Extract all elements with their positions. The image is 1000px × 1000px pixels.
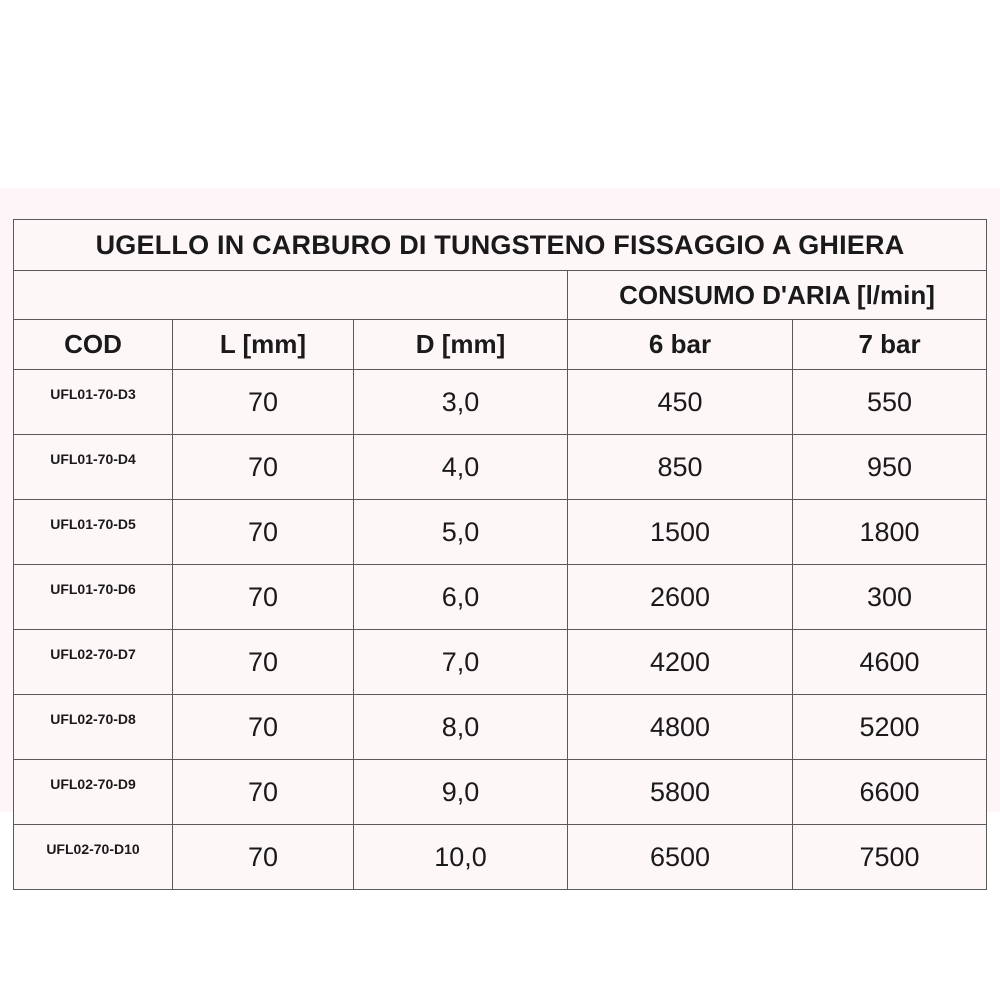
consumption-6bar-cell: 4800 (568, 695, 793, 760)
table-row (14, 630, 987, 695)
cod-cell: UFL01-70-D6 (14, 565, 173, 630)
consumption-6bar-cell: 4200 (568, 630, 793, 695)
consumption-6bar-cell: 5800 (568, 760, 793, 825)
table-row (14, 695, 987, 760)
group-header-row (14, 271, 987, 320)
consumption-7bar-cell: 5200 (793, 695, 987, 760)
blank-header-cell (14, 271, 568, 320)
diameter-cell: 5,0 (354, 500, 568, 565)
spec-table (13, 219, 987, 890)
diameter-cell: 10,0 (354, 825, 568, 890)
consumption-7bar-cell: 6600 (793, 760, 987, 825)
diameter-cell: 9,0 (354, 760, 568, 825)
column-header-6bar: 6 bar (568, 320, 793, 370)
consumption-7bar-cell: 4600 (793, 630, 987, 695)
length-cell: 70 (173, 825, 354, 890)
column-header-diameter: D [mm] (354, 320, 568, 370)
diameter-cell: 4,0 (354, 435, 568, 500)
cod-cell: UFL02-70-D7 (14, 630, 173, 695)
cod-cell: UFL01-70-D4 (14, 435, 173, 500)
consumption-7bar-cell: 300 (793, 565, 987, 630)
table-row (14, 565, 987, 630)
diameter-cell: 6,0 (354, 565, 568, 630)
table-row (14, 370, 987, 435)
table-row (14, 760, 987, 825)
diameter-cell: 7,0 (354, 630, 568, 695)
column-header-cod: COD (14, 320, 173, 370)
air-consumption-header: CONSUMO D'ARIA [l/min] (568, 271, 987, 320)
cod-cell: UFL02-70-D8 (14, 695, 173, 760)
cod-cell: UFL01-70-D5 (14, 500, 173, 565)
consumption-6bar-cell: 2600 (568, 565, 793, 630)
length-cell: 70 (173, 760, 354, 825)
length-cell: 70 (173, 435, 354, 500)
length-cell: 70 (173, 370, 354, 435)
length-cell: 70 (173, 630, 354, 695)
diameter-cell: 8,0 (354, 695, 568, 760)
table-row (14, 435, 987, 500)
consumption-6bar-cell: 1500 (568, 500, 793, 565)
consumption-6bar-cell: 850 (568, 435, 793, 500)
table-title-row (14, 220, 987, 271)
cod-cell: UFL02-70-D10 (14, 825, 173, 890)
column-header-row (14, 320, 987, 370)
table-row (14, 825, 987, 890)
consumption-6bar-cell: 6500 (568, 825, 793, 890)
consumption-7bar-cell: 950 (793, 435, 987, 500)
table-row (14, 500, 987, 565)
table-title: UGELLO IN CARBURO DI TUNGSTENO FISSAGGIO A GHIERA (14, 220, 987, 271)
consumption-7bar-cell: 1800 (793, 500, 987, 565)
diameter-cell: 3,0 (354, 370, 568, 435)
length-cell: 70 (173, 565, 354, 630)
cod-cell: UFL01-70-D3 (14, 370, 173, 435)
consumption-6bar-cell: 450 (568, 370, 793, 435)
length-cell: 70 (173, 695, 354, 760)
consumption-7bar-cell: 550 (793, 370, 987, 435)
cod-cell: UFL02-70-D9 (14, 760, 173, 825)
length-cell: 70 (173, 500, 354, 565)
column-header-7bar: 7 bar (793, 320, 987, 370)
consumption-7bar-cell: 7500 (793, 825, 987, 890)
column-header-length: L [mm] (173, 320, 354, 370)
